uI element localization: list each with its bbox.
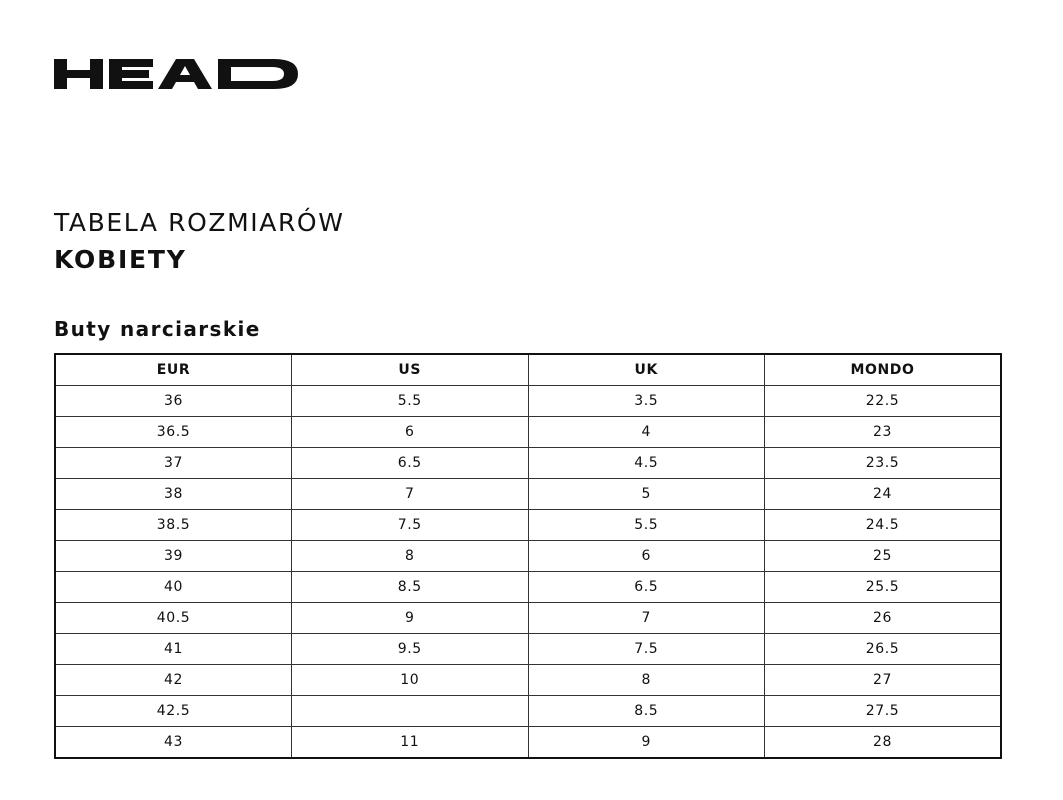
cell-uk: 6.5: [528, 572, 765, 603]
table-row: [55, 417, 1001, 448]
cell-eur: 41: [55, 634, 292, 665]
cell-us: 8.5: [292, 572, 529, 603]
table-row: [55, 479, 1001, 510]
table-row: [55, 665, 1001, 696]
table-row: [55, 696, 1001, 727]
cell-mondo: 26.5: [765, 634, 1002, 665]
cell-mondo: 25.5: [765, 572, 1002, 603]
cell-eur: 43: [55, 727, 292, 759]
cell-mondo: 26: [765, 603, 1002, 634]
head-logo-mark: [54, 56, 300, 92]
table-row: [55, 572, 1001, 603]
cell-uk: 6: [528, 541, 765, 572]
cell-uk: 4: [528, 417, 765, 448]
table-row: [55, 448, 1001, 479]
cell-us: 7: [292, 479, 529, 510]
cell-us: 6: [292, 417, 529, 448]
cell-us: 5.5: [292, 386, 529, 417]
cell-mondo: 27.5: [765, 696, 1002, 727]
cell-mondo: 24: [765, 479, 1002, 510]
cell-eur: 42: [55, 665, 292, 696]
table-row: [55, 727, 1001, 759]
cell-us: 7.5: [292, 510, 529, 541]
size-chart-table: [54, 353, 1002, 759]
cell-eur: 40.5: [55, 603, 292, 634]
cell-eur: 40: [55, 572, 292, 603]
cell-mondo: 23: [765, 417, 1002, 448]
table-row: [55, 541, 1001, 572]
cell-mondo: 23.5: [765, 448, 1002, 479]
column-header-us: US: [292, 354, 529, 386]
page-title: TABELA ROZMIARÓW: [54, 208, 345, 237]
cell-uk: 9: [528, 727, 765, 759]
cell-eur: 36: [55, 386, 292, 417]
page-subtitle: KOBIETY: [54, 245, 187, 274]
table-row: [55, 634, 1001, 665]
column-header-uk: UK: [528, 354, 765, 386]
cell-uk: 8.5: [528, 696, 765, 727]
cell-us: 6.5: [292, 448, 529, 479]
cell-mondo: 27: [765, 665, 1002, 696]
cell-eur: 38.5: [55, 510, 292, 541]
cell-mondo: 22.5: [765, 386, 1002, 417]
table-header-row: [55, 354, 1001, 386]
column-header-eur: EUR: [55, 354, 292, 386]
table-row: [55, 510, 1001, 541]
column-header-mondo: MONDO: [765, 354, 1002, 386]
cell-eur: 36.5: [55, 417, 292, 448]
cell-uk: 5.5: [528, 510, 765, 541]
cell-uk: 5: [528, 479, 765, 510]
cell-eur: 37: [55, 448, 292, 479]
cell-us: 10: [292, 665, 529, 696]
cell-eur: 38: [55, 479, 292, 510]
cell-us: 8: [292, 541, 529, 572]
table-row: [55, 603, 1001, 634]
cell-eur: 39: [55, 541, 292, 572]
cell-us: 9.5: [292, 634, 529, 665]
cell-eur: 42.5: [55, 696, 292, 727]
cell-us: [292, 696, 529, 727]
cell-uk: 8: [528, 665, 765, 696]
cell-uk: 7.5: [528, 634, 765, 665]
cell-uk: 4.5: [528, 448, 765, 479]
section-heading: Buty narciarskie: [54, 317, 261, 341]
cell-mondo: 24.5: [765, 510, 1002, 541]
cell-mondo: 28: [765, 727, 1002, 759]
cell-uk: 7: [528, 603, 765, 634]
cell-us: 9: [292, 603, 529, 634]
table-row: [55, 386, 1001, 417]
cell-us: 11: [292, 727, 529, 759]
cell-mondo: 25: [765, 541, 1002, 572]
cell-uk: 3.5: [528, 386, 765, 417]
head-logo: [54, 56, 300, 92]
